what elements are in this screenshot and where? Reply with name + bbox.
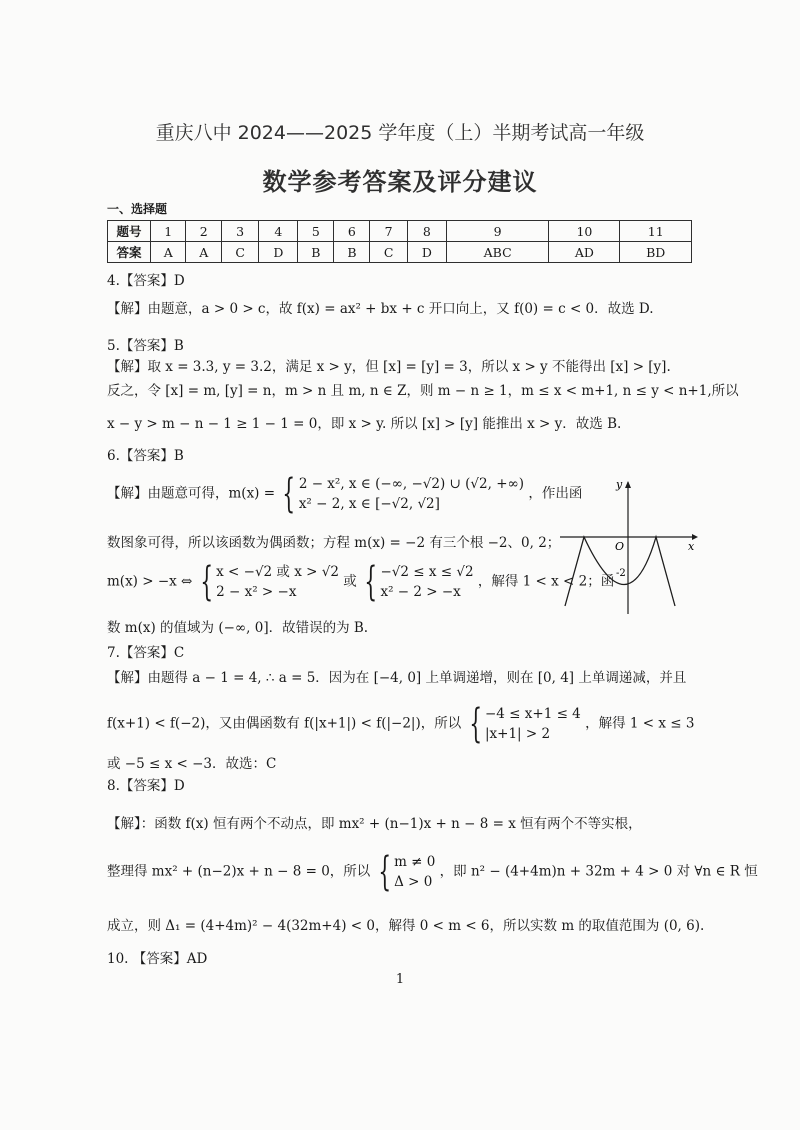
row-label: 答案: [108, 242, 151, 263]
q5-answer-heading: 5.【答案】B: [107, 338, 184, 354]
q7-answer-heading: 7.【答案】C: [107, 645, 185, 661]
answer-cell: B: [298, 242, 334, 263]
page-number: 1: [395, 972, 405, 987]
q7-solution-line: 【解】由题得 a − 1 = 4, ∴ a = 5．因为在 [−4, 0] 上单调递增，则在 [0, 4] 上单调递减，并且: [107, 670, 687, 686]
question-number-cell: 9: [446, 221, 549, 242]
q5-solution-line: 反之，令 [x] = m, [y] = n，m > n 且 m, n ∈ Z，则 m − n ≥ 1，m ≤ x < m+1, n ≤ y < n+1,所以: [107, 383, 739, 399]
answer-cell: C: [370, 242, 407, 263]
case: |x+1| > 2: [484, 726, 551, 742]
section-heading: 一、选择题: [107, 202, 168, 216]
brace-icon: {: [377, 849, 391, 895]
origin-label: O: [615, 540, 625, 553]
y-arrow-icon: [625, 481, 631, 488]
text: ，解得 1 < x ≤ 3: [585, 715, 695, 732]
case: Δ > 0: [394, 874, 433, 890]
question-number-cell: 1: [151, 221, 186, 242]
q6-answer-heading: 6.【答案】B: [107, 448, 184, 464]
text: 整理得 mx² + (n−2)x + n − 8 = 0，所以: [107, 863, 371, 880]
answer-cell: A: [186, 242, 221, 263]
q7-solution-line: [107, 701, 695, 747]
piecewise-function: [279, 471, 525, 517]
q6-solution-line: [107, 559, 615, 605]
inequality-system: [361, 559, 474, 605]
brace-icon: {: [468, 701, 482, 747]
q4-answer-heading: 4.【答案】D: [107, 273, 185, 289]
case: −√2 ≤ x ≤ √2: [380, 564, 474, 580]
row-label: 题号: [108, 221, 151, 242]
answer-cell: C: [221, 242, 258, 263]
q10-answer-heading: 10. 【答案】AD: [107, 951, 208, 967]
text: 【解】由题意可得，m(x) =: [107, 485, 276, 502]
x-label: x: [688, 540, 695, 553]
text: f(x+1) < f(−2)，又由偶函数有 f(|x+1|) < f(|−2|)，所以: [107, 715, 462, 732]
q5-solution-line: 【解】取 x = 3.3, y = 3.2，满足 x > y，但 [x] = [y] = 3，所以 x > y 不能得出 [x] > [y].: [107, 359, 671, 375]
question-number-cell: 6: [334, 221, 370, 242]
document-subtitle: 数学参考答案及评分建议: [262, 168, 538, 196]
case: 2 − x², x ∈ (−∞, −√2) ∪ (√2, +∞): [298, 476, 525, 492]
q8-answer-heading: 8.【答案】D: [107, 778, 185, 794]
question-number-cell: 10: [549, 221, 620, 242]
brace-icon: {: [200, 559, 213, 605]
tick-label: -2: [616, 568, 626, 579]
q4-solution: 【解】由题意，a > 0 > c，故 f(x) = ax² + bx + c 开口向上，又 f(0) = c < 0．故选 D.: [107, 301, 654, 317]
text: 或: [343, 573, 357, 590]
answer-cell: A: [151, 242, 186, 263]
inequality-system: [197, 559, 339, 605]
answer-cell: ABC: [446, 242, 549, 263]
question-number-cell: 2: [186, 221, 221, 242]
text: ，作出函: [528, 485, 583, 502]
question-number-cell: 8: [407, 221, 446, 242]
brace-icon: {: [282, 471, 296, 517]
answer-cell: B: [334, 242, 370, 263]
table-row-answers: [108, 242, 692, 263]
answer-cell: AD: [549, 242, 620, 263]
q8-solution-line: 【解】：函数 f(x) 恒有两个不动点，即 mx² + (n−1)x + n − 8 = x 恒有两个不等实根，: [107, 816, 642, 832]
q6-solution-line: [107, 471, 583, 517]
condition-system: [375, 849, 436, 895]
q7-solution-line: 或 −5 ≤ x < −3．故选：C: [107, 756, 277, 772]
function-graph: [560, 478, 700, 618]
case: x < −√2 或 x > √2: [216, 564, 339, 580]
q8-solution-line: [107, 849, 758, 895]
text: m(x) > −x ⇔: [107, 573, 193, 590]
case: m ≠ 0: [394, 854, 436, 870]
text: ，即 n² − (4+4m)n + 32m + 4 > 0 对 ∀n ∈ R 恒: [439, 863, 758, 880]
y-label: y: [616, 478, 623, 491]
question-number-cell: 4: [259, 221, 298, 242]
question-number-cell: 11: [620, 221, 692, 242]
table-row-numbers: [108, 221, 692, 242]
q8-solution-line: 成立，则 Δ₁ = (4+4m)² − 4(32m+4) < 0，解得 0 < m < 6，所以实数 m 的取值范围为 (0, 6).: [107, 918, 705, 934]
answer-cell: D: [407, 242, 446, 263]
question-number-cell: 5: [298, 221, 334, 242]
case: x² − 2 > −x: [380, 584, 461, 600]
q5-solution-line: x − y > m − n − 1 ≥ 1 − 1 = 0，即 x > y. 所以 [x] > [y] 能推出 x > y．故选 B.: [107, 416, 622, 432]
question-number-cell: 3: [221, 221, 258, 242]
inequality-system: [466, 701, 581, 747]
answer-cell: BD: [620, 242, 692, 263]
q6-solution-line: 数 m(x) 的值域为 (−∞, 0]．故错误的为 B.: [107, 620, 369, 636]
answer-table: [107, 220, 692, 263]
case: 2 − x² > −x: [216, 584, 297, 600]
q6-solution-line: 数图象可得，所以该函数为偶函数；方程 m(x) = −2 有三个根 −2、0, 2；: [107, 535, 561, 551]
text: ，解得 1 < x < 2；函: [477, 573, 615, 590]
case: −4 ≤ x+1 ≤ 4: [484, 706, 581, 722]
question-number-cell: 7: [370, 221, 407, 242]
brace-icon: {: [364, 559, 378, 605]
document-title: 重庆八中 2024——2025 学年度（上）半期考试高一年级: [155, 122, 645, 144]
answer-cell: D: [259, 242, 298, 263]
case: x² − 2, x ∈ [−√2, √2]: [298, 496, 440, 512]
